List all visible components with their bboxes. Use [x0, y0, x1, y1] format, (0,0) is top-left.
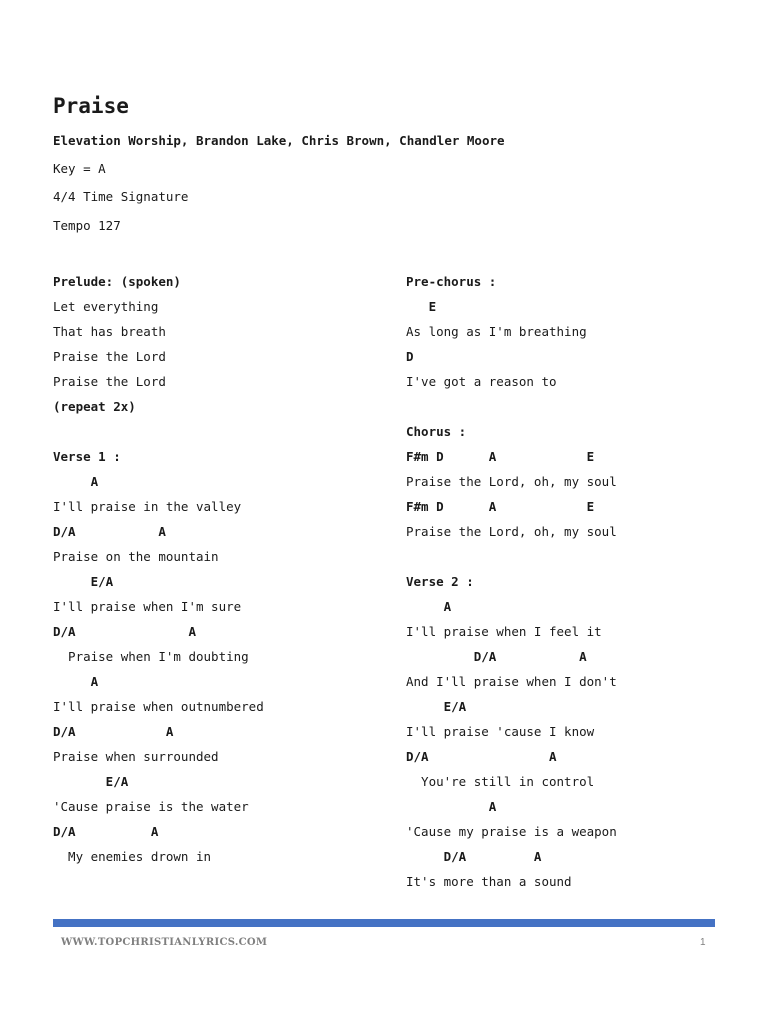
chord-or-heading-line: D/A A [53, 524, 166, 539]
lyric-line [406, 397, 726, 422]
page-title: Praise [53, 94, 129, 118]
lyric-line: Praise the Lord [53, 349, 166, 364]
lyric-line: That has breath [53, 324, 166, 339]
right-lyrics-column [406, 272, 726, 897]
chord-or-heading-line: D/A A [53, 724, 174, 739]
lyric-line [53, 422, 373, 447]
lyric-line: Praise when surrounded [53, 749, 219, 764]
chord-or-heading-line: A [406, 599, 452, 614]
lyric-line: You're still in control [406, 774, 595, 789]
lyric-line: Praise the Lord [53, 374, 166, 389]
lyric-line: I'll praise 'cause I know [406, 724, 595, 739]
lyric-line: I'll praise when outnumbered [53, 699, 264, 714]
chord-or-heading-line: A [53, 474, 99, 489]
footer-site: WWW.TOPCHRISTIANLYRICS.COM [61, 937, 268, 948]
chord-or-heading-line: Verse 1 : [53, 449, 121, 464]
chord-or-heading-line: Verse 2 : [406, 574, 474, 589]
lyric-line: Praise the Lord, oh, my soul [406, 524, 617, 539]
chord-or-heading-line: D/A A [53, 624, 196, 639]
chord-or-heading-line: Chorus : [406, 424, 467, 439]
lyric-line: Praise on the mountain [53, 549, 219, 564]
lyric-line: Praise when I'm doubting [53, 649, 249, 664]
lyric-line: My enemies drown in [53, 849, 212, 864]
chord-or-heading-line: D/A A [406, 749, 557, 764]
lyric-line: As long as I'm breathing [406, 324, 587, 339]
lyric-line: I've got a reason to [406, 374, 557, 389]
chord-or-heading-line: F#m D A E [406, 499, 595, 514]
lyric-line: I'll praise in the valley [53, 499, 242, 514]
lyric-line: I'll praise when I'm sure [53, 599, 242, 614]
lyric-line: 'Cause praise is the water [53, 799, 249, 814]
chord-or-heading-line: A [406, 799, 497, 814]
footer-bar [53, 919, 715, 927]
lyric-line: Let everything [53, 299, 159, 314]
song-key: Key = A [53, 161, 106, 176]
chord-or-heading-line: D/A A [406, 649, 587, 664]
song-artists: Elevation Worship, Brandon Lake, Chris Brown, Chandler Moore [53, 133, 505, 148]
lyric-line: I'll praise when I feel it [406, 624, 602, 639]
chord-or-heading-line: E/A [406, 699, 467, 714]
chord-or-heading-line: E/A [53, 574, 114, 589]
chord-or-heading-line: E/A [53, 774, 129, 789]
chord-or-heading-line: (repeat 2x) [53, 399, 136, 414]
song-tempo: Tempo 127 [53, 218, 121, 233]
chord-or-heading-line: D [406, 349, 414, 364]
lyric-line: 'Cause my praise is a weapon [406, 824, 617, 839]
chord-or-heading-line: F#m D A E [406, 449, 595, 464]
lyric-line: Praise the Lord, oh, my soul [406, 474, 617, 489]
lyric-line: It's more than a sound [406, 874, 572, 889]
chord-or-heading-line: E [406, 299, 437, 314]
chord-or-heading-line: D/A A [406, 849, 542, 864]
chord-or-heading-line: A [53, 674, 99, 689]
chord-or-heading-line: D/A A [53, 824, 159, 839]
song-time-signature: 4/4 Time Signature [53, 189, 189, 204]
chord-or-heading-line: Pre-chorus : [406, 274, 497, 289]
lyric-line: And I'll praise when I don't [406, 674, 617, 689]
lyric-line [406, 547, 726, 572]
left-lyrics-column [53, 272, 373, 872]
footer-page-number: 1 [700, 937, 706, 948]
chord-or-heading-line: Prelude: (spoken) [53, 274, 181, 289]
